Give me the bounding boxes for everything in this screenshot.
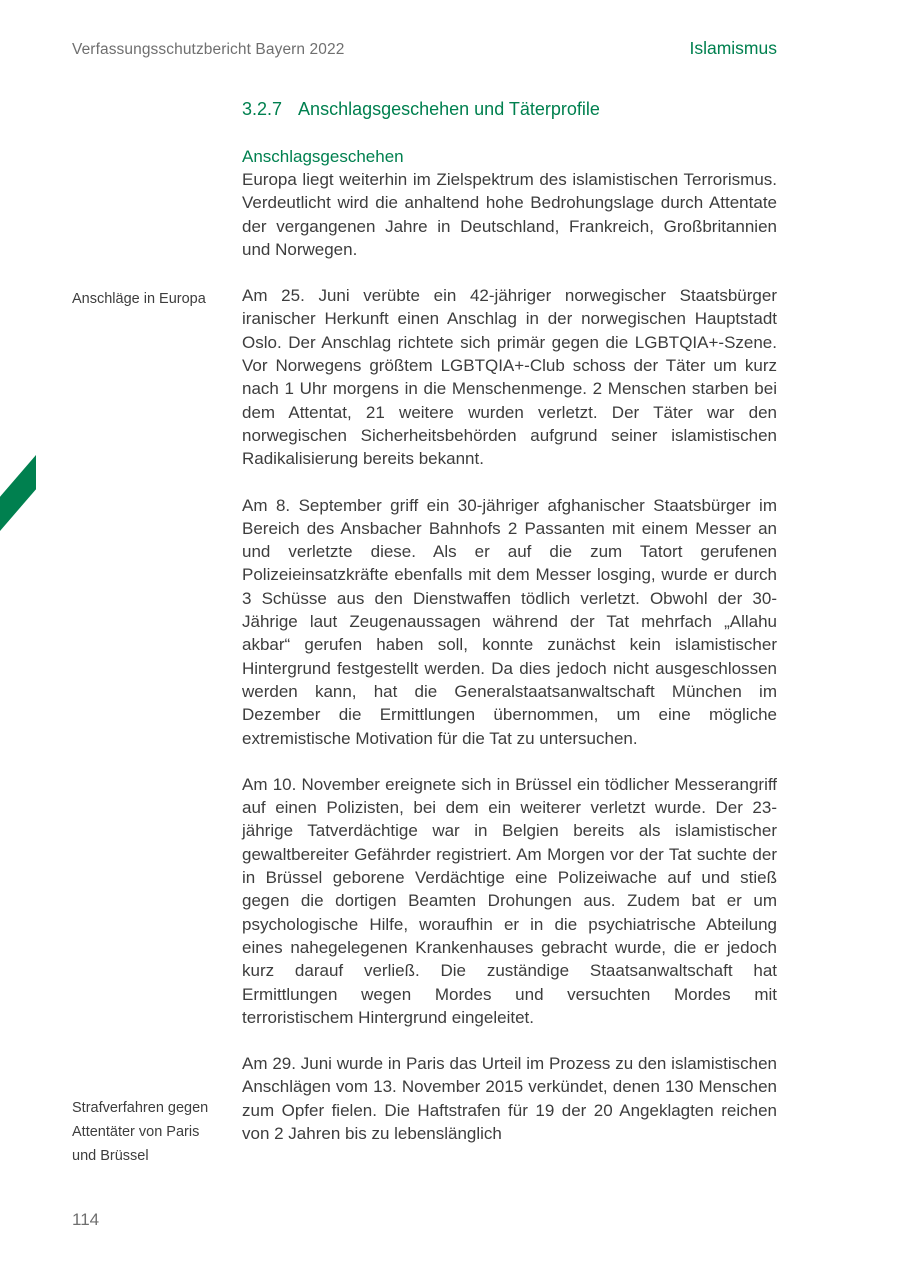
- section-number: 3.2.7: [242, 99, 283, 119]
- margin-note-anschlaege-in-europa: Anschläge in Europa: [72, 291, 206, 307]
- paragraph-paris-verdict: Am 29. Juni wurde in Paris das Urteil im Prozess zu den islamistischen Anschlägen vom 13. November 2015 verkündet, denen 130 Menschen zum Opfer fielen. Die Haftstrafen für 19 der 20 Angeklagten reichen von 2 Jahren bis zu lebenslänglich: [242, 1054, 777, 1143]
- running-header: [72, 38, 777, 59]
- main-text-column: [242, 98, 777, 1168]
- paragraph-intro: Europa liegt weiterhin im Zielspektrum des islamistischen Terrorismus. Verdeutlicht wird die anhaltend hohe Bedrohungslage durch Attentate der vergangenen Jahre in Deutschland, Frankreich, Großbritannien und Norwegen.: [242, 170, 777, 259]
- sub-heading-anschlagsgeschehen: Anschlagsgeschehen: [242, 147, 404, 166]
- header-chapter-title: Islamismus: [689, 38, 777, 58]
- section-title: Anschlagsgeschehen und Täterprofile: [298, 99, 600, 119]
- green-edge-accent-mark: [0, 455, 36, 531]
- section-heading: [242, 98, 777, 120]
- paragraph-bruessel-attack: Am 10. November ereignete sich in Brüssel ein tödlicher Messerangriff auf einen Polizisten, bei dem ein weiterer verletzt wurde. Der 23-jährige Tatverdächtige war in Belgien bereits als islamistischer gewaltbereiter Gefährder registriert. Am Morgen vor der Tat suchte der in Brüssel geborene Verdächtige eine Polizeiwache auf und stieß gegen die dortigen Beamten Drohungen aus. Zudem bat er um psychologische Hilfe, woraufhin er in die psychiatrische Abteilung eines nahegelegenen Krankenhauses gebracht wurde, die er jedoch kurz darauf verließ. Die zuständige Staatsanwaltschaft hat Ermittlungen wegen Mordes und versuchten Mordes mit terroristischem Hintergrund eingeleitet.: [242, 774, 777, 1027]
- header-document-title: Verfassungsschutzbericht Bayern 2022: [72, 41, 345, 58]
- paragraph-oslo-attack: Am 25. Juni verübte ein 42-jähriger norwegischer Staatsbürger iranischer Herkunft einen Anschlag in der norwegischen Hauptstadt Oslo. Der Anschlag richtete sich primär gegen die LGBTQIA+-Szene. Vor Norwegens größtem LGBTQIA+-Club schoss der Täter um kurz nach 1 Uhr morgens in die Menschenmenge. 2 Menschen starben bei dem Attentat, 21 weitere wurden verletzt. Der Täter war den norwegischen Sicherheitsbehörden aufgrund seiner islamistischen Radikalisierung bereits bekannt.: [242, 286, 777, 469]
- paragraph-ansbach-attack: Am 8. September griff ein 30-jähriger afghanischer Staatsbürger im Bereich des Ansbacher Bahnhofs 2 Passanten mit einem Messer an und verletzte diese. Als er auf die zum Tatort gerufenen Polizeieinsatzkräfte ebenfalls mit dem Messer losging, wurde er durch 3 Schüsse aus den Dienstwaffen tödlich verletzt. Obwohl der 30-Jährige laut Zeugenaussagen während der Tat mehrfach „Allahu akbar“ gerufen haben soll, konnte zunächst kein islamistischer Hintergrund festgestellt werden. Da dies jedoch nicht ausgeschlossen werden kann, hat die Generalstaatsanwaltschaft München im Dezember die Ermittlungen übernommen, um eine mögliche extremistische Motivation für die Tat zu untersuchen.: [242, 495, 777, 748]
- page-number: 114: [72, 1210, 100, 1229]
- margin-note-strafverfahren: Strafverfahren gegen Attentäter von Paris und Brüssel: [72, 1100, 209, 1164]
